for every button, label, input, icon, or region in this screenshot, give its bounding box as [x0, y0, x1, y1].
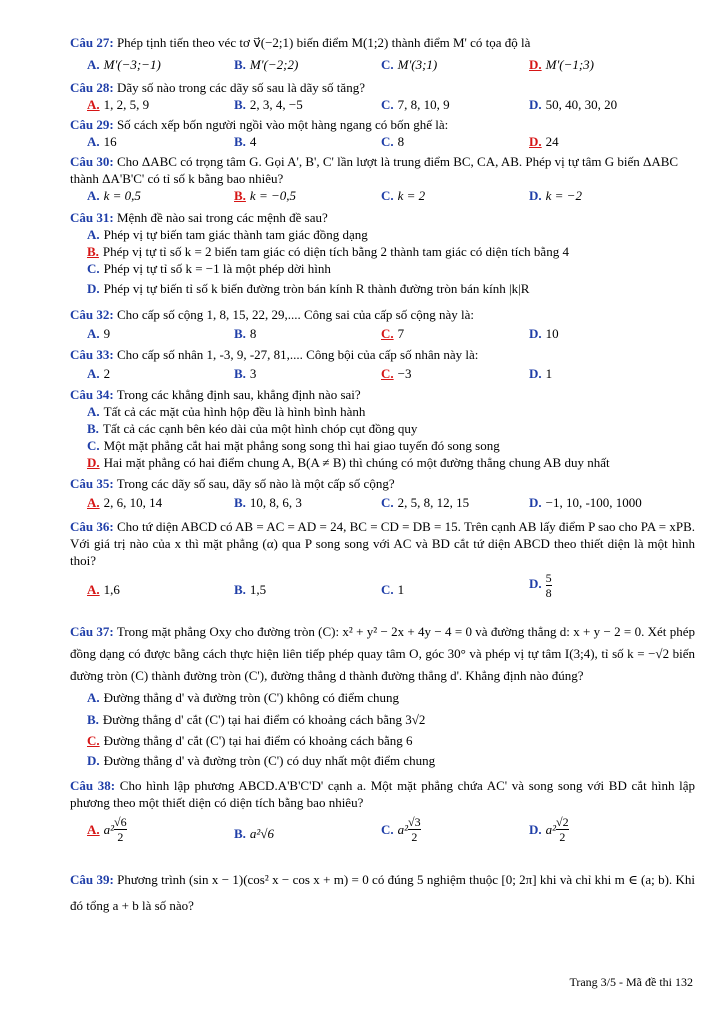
option-c[interactable]: C. M'(3;1) [381, 57, 438, 72]
option-c[interactable]: C. −3 [381, 366, 412, 381]
fraction: $\frac{5}{8}$ [545, 571, 552, 600]
option-c[interactable]: C. 7, 8, 10, 9 [381, 97, 450, 112]
options-28 [70, 96, 695, 113]
option-b[interactable]: B. M'(−2;2) [234, 57, 299, 72]
question-31: Câu 31: Mệnh đề nào sai trong các mệnh đề sau? [70, 210, 328, 225]
option-a[interactable]: A. k = 0,5 [87, 188, 141, 203]
option-b[interactable]: B. Phép vị tự tỉ số k = 2 biến tam giác có diện tích bằng 2 thành tam giác có diện tích bằng 4 [87, 244, 569, 259]
option-a[interactable]: A. 16 [87, 134, 117, 149]
question-37: Câu 37: Trong mặt phẳng Oxy cho đường tròn (C): x² + y² − 2x + 4y − 4 = 0 và đường thẳng d: x + y − 2 = 0. Xét phép đồng dạng có được bằng cách thực hiện liên tiếp phép quay tâm O, góc 30° và phép vị tự tâm I(3;4), tỉ số k = −√2 biến đường tròn (C) thành đường tròn (C'), đường thẳng d thành đường thẳng d'. Khẳng định nào đúng? [70, 624, 695, 683]
option-b[interactable]: B. Đường thẳng d' cắt (C') tại hai điểm có khoảng cách bằng 3√2 [87, 712, 426, 727]
option-c[interactable]: C. a² $\frac{√3}{2}$ [381, 815, 421, 844]
option-d[interactable]: D. 1 [529, 366, 553, 381]
option-a[interactable]: A. Phép vị tự biến tam giác thành tam giác đồng dạng [87, 227, 368, 242]
option-d[interactable]: D. 50, 40, 30, 20 [529, 97, 618, 112]
option-c[interactable]: C. 2, 5, 8, 12, 15 [381, 495, 470, 510]
fraction: $\frac{√2}{2}$ [556, 815, 569, 844]
option-a[interactable]: A. Tất cả các mặt của hình hộp đều là hình bình hành [87, 404, 366, 419]
question-34: Câu 34: Trong các khẳng định sau, khẳng định nào sai? [70, 387, 361, 402]
option-d[interactable]: D. Hai mặt phẳng có hai điểm chung A, B(A ≠ B) thì chúng có một đường thẳng chung AB duy nhất [87, 455, 610, 470]
option-a[interactable]: A. 1, 2, 5, 9 [87, 97, 150, 112]
options-38 [70, 813, 695, 855]
options-27 [70, 56, 695, 73]
fraction: $\frac{√3}{2}$ [408, 815, 421, 844]
option-a[interactable]: A. 9 [87, 326, 111, 341]
option-b[interactable]: B. 10, 8, 6, 3 [234, 495, 302, 510]
option-c[interactable]: C. Đường thẳng d' cắt (C') tại hai điểm có khoảng cách bằng 6 [87, 733, 413, 748]
option-c[interactable]: C. 1 [381, 582, 405, 597]
question-28: Câu 28: Dãy số nào trong các dãy số sau là dãy số tăng? [70, 80, 365, 95]
option-d[interactable]: D. k = −2 [529, 188, 582, 203]
option-d[interactable]: D. a² $\frac{√2}{2}$ [529, 815, 569, 844]
option-c[interactable]: C. Một mặt phẳng cắt hai mặt phẳng song song thì hai giao tuyến đó song song [87, 438, 500, 453]
question-33: Câu 33: Cho cấp số nhân 1, -3, 9, -27, 81,.... Công bội của cấp số nhân này là: [70, 347, 479, 362]
option-b[interactable]: B. k = −0,5 [234, 188, 296, 203]
question-30: Câu 30: Cho ΔABC có trọng tâm G. Gọi A', B', C' lần lượt là trung điểm BC, CA, AB. Phép vị tự tâm G biến ΔABC thành ΔA'B'C' có tỉ số k bằng bao nhiêu? [70, 154, 679, 186]
fraction: $\frac{√6}{2}$ [114, 815, 127, 844]
option-b[interactable]: B. 1,5 [234, 582, 267, 597]
option-a[interactable]: A. M'(−3;−1) [87, 57, 161, 72]
option-d[interactable]: D. M'(−1;3) [529, 57, 595, 72]
option-d[interactable]: D. Đường thẳng d' và đường tròn (C') có duy nhất một điểm chung [87, 753, 436, 768]
question-38: Câu 38: Cho hình lập phương ABCD.A'B'C'D' cạnh a. Một mặt phẳng chứa AC' và song song với BD cắt hình lập phương theo một thiết diện có diện tích bằng bao nhiêu? [70, 778, 696, 810]
question-32: Câu 32: Cho cấp số cộng 1, 8, 15, 22, 29,.... Công sai của cấp số cộng này là: [70, 307, 475, 322]
option-a[interactable]: A. 1,6 [87, 582, 120, 597]
question-36: Câu 36: Cho tứ diện ABCD có AB = AC = AD = 24, BC = CD = DB = 15. Trên cạnh AB lấy điểm P sao cho PA = xPB. Với giá trị nào của x thì mặt phẳng (α) qua P song song với AC và BD cắt tứ diện ABCD theo thiết diện là một hình thoi? [70, 519, 696, 568]
option-d[interactable]: D. Phép vị tự biến tỉ số k biến đường tròn bán kính R thành đường tròn bán kính |k|R [87, 281, 530, 296]
options-29 [70, 133, 695, 150]
options-30 [70, 187, 695, 204]
option-d[interactable]: D. $\frac{5}{8}$ [529, 571, 552, 600]
option-a[interactable]: A. 2 [87, 366, 111, 381]
option-c[interactable]: C. 8 [381, 134, 405, 149]
option-d[interactable]: D. −1, 10, -100, 1000 [529, 495, 642, 510]
option-d[interactable]: D. 24 [529, 134, 559, 149]
question-27: Câu 27: Phép tịnh tiến theo véc tơ v⃗(−2;1) biến điểm M(1;2) thành điểm M' có tọa độ là [70, 35, 531, 50]
option-b[interactable]: B. 8 [234, 326, 257, 341]
option-b[interactable]: B. 2, 3, 4, −5 [234, 97, 303, 112]
options-36 [70, 571, 695, 611]
option-c[interactable]: C. Phép vị tự tỉ số k = −1 là một phép dời hình [87, 261, 331, 276]
option-a[interactable]: A. a² $\frac{√6}{2}$ [87, 815, 127, 844]
page-footer: Trang 3/5 - Mã đề thi 132 [569, 975, 693, 989]
exam-page [70, 34, 695, 919]
question-35: Câu 35: Trong các dãy số sau, dãy số nào là một cấp số cộng? [70, 476, 395, 491]
option-d[interactable]: D. 10 [529, 326, 559, 341]
option-b[interactable]: B. a²√6 [234, 826, 274, 841]
option-a[interactable]: A. Đường thẳng d' và đường tròn (C') không có điểm chung [87, 690, 400, 705]
question-39: Câu 39: Phương trình (sin x − 1)(cos² x − cos x + m) = 0 có đúng 5 nghiệm thuộc [0; 2π] khi và chỉ khi m ∈ (a; b). Khi đó tổng a + b là số nào? [70, 872, 695, 913]
options-33 [70, 365, 695, 382]
option-c[interactable]: C. 7 [381, 326, 405, 341]
option-b[interactable]: B. 4 [234, 134, 257, 149]
options-32 [70, 325, 695, 342]
option-b[interactable]: B. 3 [234, 366, 257, 381]
option-b[interactable]: B. Tất cả các cạnh bên kéo dài của một hình chóp cụt đồng quy [87, 421, 418, 436]
option-c[interactable]: C. k = 2 [381, 188, 426, 203]
option-a[interactable]: A. 2, 6, 10, 14 [87, 495, 163, 510]
question-29: Câu 29: Số cách xếp bốn người ngồi vào một hàng ngang có bốn ghế là: [70, 117, 449, 132]
options-35 [70, 494, 695, 511]
